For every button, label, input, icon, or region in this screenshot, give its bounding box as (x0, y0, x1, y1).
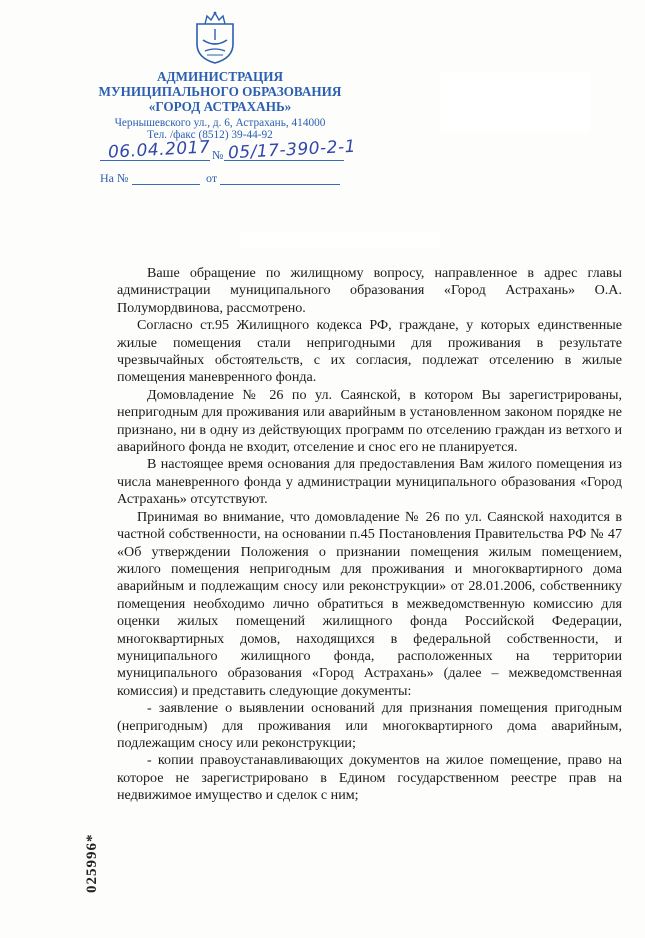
paragraph-2: Согласно ст.95 Жилищного кодекса РФ, граждане, у которых единственные жилые помещения стали непригодными для проживания в результате чрезвычайных обстоятельств, с их согласия, подлежат отселению в жилые помещения маневренного фонда. (117, 317, 622, 386)
org-name-line2: МУНИЦИПАЛЬНОГО ОБРАЗОВАНИЯ (98, 84, 342, 99)
org-name-line3: «ГОРОД АСТРАХАНЬ» (148, 99, 292, 114)
letter-body (117, 265, 622, 805)
paragraph-6: - заявление о выявлении оснований для признания помещения пригодным (непригодным) для проживания или многоквартирного дома аварийным, подлежащим сносу или реконструкции; (117, 700, 622, 751)
coat-of-arms-icon (193, 10, 237, 64)
date-underline (100, 160, 210, 161)
handwritten-number: 05/17-390-2-1 (227, 136, 357, 164)
ref-number-label: На № (100, 171, 129, 185)
number-sign: № (212, 148, 224, 162)
serial-stamp: 025996* (84, 833, 100, 893)
paragraph-5: Принимая во внимание, что домовладение № 26 по ул. Саянской находится в частной собственности, на основании п.45 Постановления Правительства РФ № 47 «Об утверждении Положения о признании помещения жилым помещением, жилого помещения непригодным для проживания и многоквартирного дома аварийным и подлежащим сносу или реконструкции» от 28.01.2006, собственнику помещения необходимо лично обратиться в межведомственную комиссию для оценки жилых помещений жилищного фонда Российской Федерации, многоквартирных домов, находящихся в федеральной собственности, и муниципального жилищного фонда, расположенных на территории муниципального образования «Город Астрахань» (далее – межведомственная комиссия) и представить следующие документы: (117, 508, 622, 699)
org-address: Чернышевского ул., д. 6, Астрахань, 414000 (114, 117, 326, 129)
redacted-salutation (240, 232, 440, 248)
redacted-recipient (440, 72, 590, 132)
paragraph-4: В настоящее время основания для предоставления Вам жилого помещения из числа маневренного фонда у администрации муниципального образования «Город Астрахань» отсутствуют. (117, 456, 622, 508)
ref-number-blank (132, 184, 200, 185)
paragraph-7: - копии правоустанавливающих документов на жилое помещение, право на которое не зарегистрировано в Едином государственном реестре прав на недвижимое имущество и сделок с ним; (117, 752, 622, 804)
ref-date-blank (220, 184, 340, 185)
paragraph-3: Домовладение № 26 по ул. Саянской, в котором Вы зарегистрированы, непригодным для проживания или аварийным в установленном законом порядке не признано, ни в одну из действующих программ по отселению граждан из ветхого и аварийного фонда не входит, отселение и снос его не планируется. (117, 386, 622, 456)
number-underline (224, 160, 344, 161)
paragraph-1: Ваше обращение по жилищному вопросу, направленное в адрес главы администрации муниципального образования «Город Астрахань» О.А. Полумордвинова, рассмотрено. (117, 265, 622, 316)
handwritten-date: 06.04.2017 (107, 137, 211, 163)
org-name-line1: АДМИНИСТРАЦИЯ (156, 69, 284, 84)
org-phone: Тел. /факс (8512) 39-44-92 (147, 129, 273, 141)
ref-date-label: от (206, 171, 218, 185)
